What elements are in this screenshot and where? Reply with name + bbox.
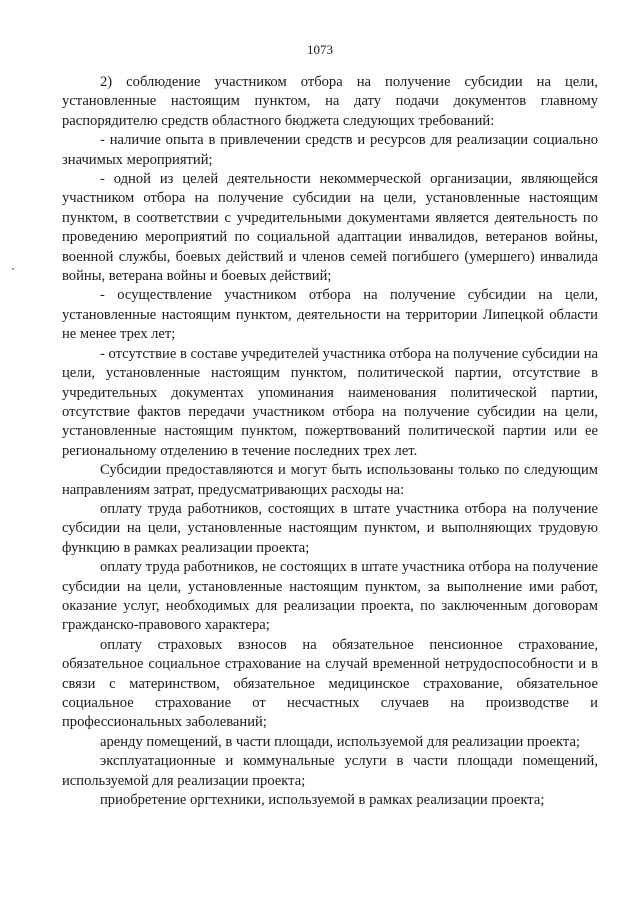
paragraph-requirement-no-party: - отсутствие в составе учредителей участника отбора на получение субсидии на цели, установленные настоящим пунктом, политической партии, отсутствие в учредительных документах упоминания наименования политической партии, отсутствие фактов передачи участником отбора на получение субсидии на цели, установленные настоящим пунктом, пожертвований политической партии или ее региональному отделению в течение последних трех лет. (62, 345, 598, 459)
paragraph-requirement-experience: - наличие опыта в привлечении средств и ресурсов для реализации социально значимых мероприятий; (62, 132, 598, 168)
scan-speck (12, 268, 14, 270)
paragraph-expenses-intro: Субсидии предоставляются и могут быть использованы только по следующим направлениям затрат, предусматривающих расходы на: (62, 462, 598, 498)
paragraph-expense-equipment: приобретение оргтехники, используемой в рамках реализации проекта; (100, 792, 545, 809)
paragraph-expense-utilities: эксплуатационные и коммунальные услуги в части площади помещений, используемой для реализации проекта; (62, 753, 598, 789)
paragraph-expense-insurance: оплату страховых взносов на обязательное пенсионное страхование, обязательное социальное страхование на случай временной нетрудоспособности и в связи с материнством, обязательное медицинское страхование, обязательное социальное страхование от несчастных случаев на производстве и профессиональных заболеваний; (62, 636, 598, 731)
paragraph-requirement-purpose: - одной из целей деятельности некоммерческой организации, являющейся участником отбора на получение субсидии на цели, установленные настоящим пунктом, в соответствии с учредительными документами является деятельность по проведению мероприятий по социальной адаптации инвалидов, ветеранов войны, военной службы, боевых действий и членов семей погибшего (умершего) инвалида войны, ветерана войны и боевых действий; (62, 171, 598, 285)
paragraph-expense-rent: аренду помещений, в части площади, используемой для реализации проекта; (100, 733, 580, 750)
paragraph-expense-contract-pay: оплату труда работников, не состоящих в штате участника отбора на получение субсидии на цели, установленные настоящим пунктом, за выполнение ими работ, оказание услуг, необходимых для реализации проекта, по заключенным договорам гражданско-правового характера; (62, 559, 598, 634)
paragraph-expense-staff-pay: оплату труда работников, состоящих в штате участника отбора на получение субсидии на цели, установленные настоящим пунктом, и выполняющих трудовую функцию в рамках реализации проекта; (62, 500, 598, 556)
document-body (62, 73, 598, 810)
page-number: 1073 (307, 42, 333, 57)
paragraph-requirements-intro: 2) соблюдение участником отбора на получение субсидии на цели, установленные настоящим пунктом, на дату подачи документов главному распорядителю средств областного бюджета следующих требований: (62, 74, 598, 129)
paragraph-requirement-territory: - осуществление участником отбора на получение субсидии на цели, установленные настоящим пунктом, деятельности на территории Липецкой области не менее трех лет; (62, 287, 598, 343)
